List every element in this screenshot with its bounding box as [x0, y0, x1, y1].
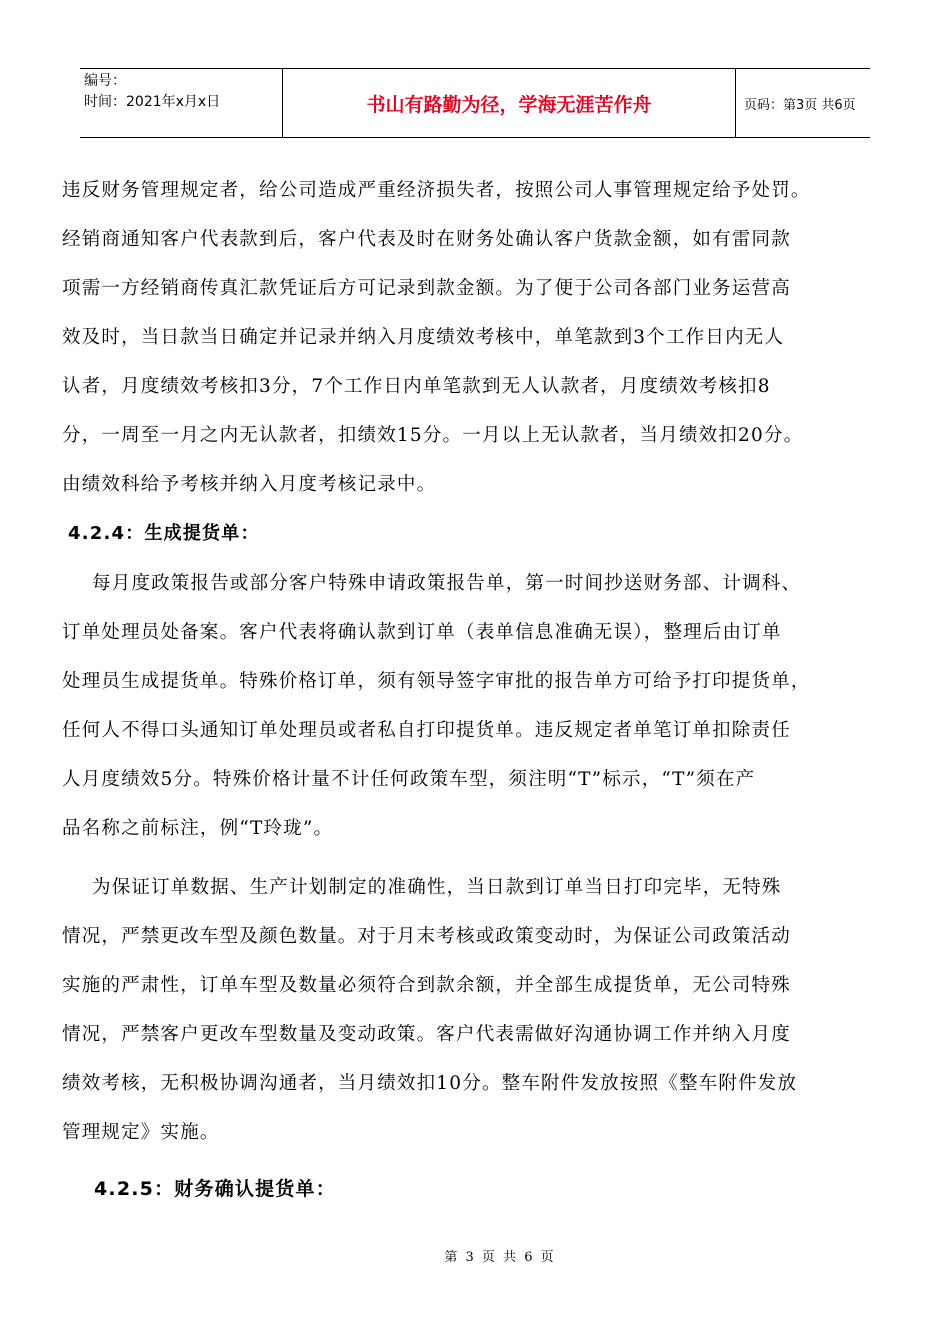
page-footer	[0, 1246, 950, 1265]
text-line: 违反财务管理规定者，给公司造成严重经济损失者，按照公司人事管理规定给予处罚。	[62, 180, 811, 201]
text-line: 经销商通知客户代表款到后，客户代表及时在财务处确认客户货款金额，如有雷同款	[62, 229, 791, 250]
text-line: 处理员生成提货单。特殊价格订单，须有领导签字审批的报告单方可给予打印提货单，	[62, 671, 811, 692]
text-line: 为保证订单数据、生产计划制定的准确性，当日款到订单当日打印完毕，无特殊	[92, 877, 782, 898]
document-date-label: 时间：2021年x月x日	[84, 94, 221, 110]
header-page-cell	[734, 69, 870, 137]
header-page-info: 页码：第3页 共6页	[744, 97, 856, 113]
footer-page-number: 第 3 页 共 6 页	[444, 1250, 556, 1265]
paragraph-payment-confirmation	[62, 215, 904, 509]
text-line: 订单处理员处备案。客户代表将确认款到订单（表单信息准确无误），整理后由订单	[62, 622, 782, 643]
paragraph-penalty	[62, 166, 904, 215]
header-meta-cell	[80, 69, 282, 137]
document-body	[62, 166, 904, 1215]
text-line: 情况，严禁更改车型及颜色数量。对于月末考核或政策变动时，为保证公司政策活动	[62, 926, 791, 947]
text-line: 人月度绩效5分。特殊价格计量不计任何政策车型，须注明“T”标示，“T”须在产	[62, 769, 756, 790]
text-line: 任何人不得口头通知订单处理员或者私自打印提货单。违反规定者单笔订单扣除责任	[62, 720, 791, 741]
paragraph-order-accuracy	[62, 863, 904, 1157]
text-line: 分，一周至一月之内无认款者，扣绩效15分。一月以上无认款者，当月绩效扣20分。	[62, 425, 804, 446]
document-header	[80, 68, 870, 138]
text-line: 品名称之前标注，例“T玲珑”。	[62, 818, 334, 839]
text-line: 管理规定》实施。	[62, 1122, 220, 1143]
section-heading-4-2-4: 4.2.4：生成提货单：	[68, 523, 260, 544]
paragraph-generate-delivery-order	[62, 559, 904, 853]
header-motto: 书山有路勤为径，学海无涯苦作舟	[366, 93, 652, 116]
text-line: 绩效考核，无积极协调沟通者，当月绩效扣10分。整车附件发放按照《整车附件发放	[62, 1073, 798, 1094]
text-line: 由绩效科给予考核并纳入月度考核记录中。	[62, 474, 437, 495]
text-line: 实施的严肃性，订单车型及数量必须符合到款余额，并全部生成提货单，无公司特殊	[62, 975, 791, 996]
text-line: 认者，月度绩效考核扣3分，7个工作日内单笔款到无人认款者，月度绩效考核扣8	[62, 376, 771, 397]
header-motto-cell	[282, 69, 736, 137]
document-number-label: 编号：	[84, 73, 126, 89]
text-line: 每月度政策报告或部分客户特殊申请政策报告单，第一时间抄送财务部、计调科、	[92, 573, 802, 594]
paragraph-gap	[62, 853, 904, 863]
text-line: 效及时，当日款当日确定并记录并纳入月度绩效考核中，单笔款到3个工作日内无人	[62, 327, 785, 348]
text-line: 项需一方经销商传真汇款凭证后方可记录到款金额。为了便于公司各部门业务运营高	[62, 278, 791, 299]
section-heading-4-2-5: 4.2.5：财务确认提货单：	[94, 1178, 336, 1200]
text-line: 情况，严禁客户更改车型数量及变动政策。客户代表需做好沟通协调工作并纳入月度	[62, 1024, 791, 1045]
